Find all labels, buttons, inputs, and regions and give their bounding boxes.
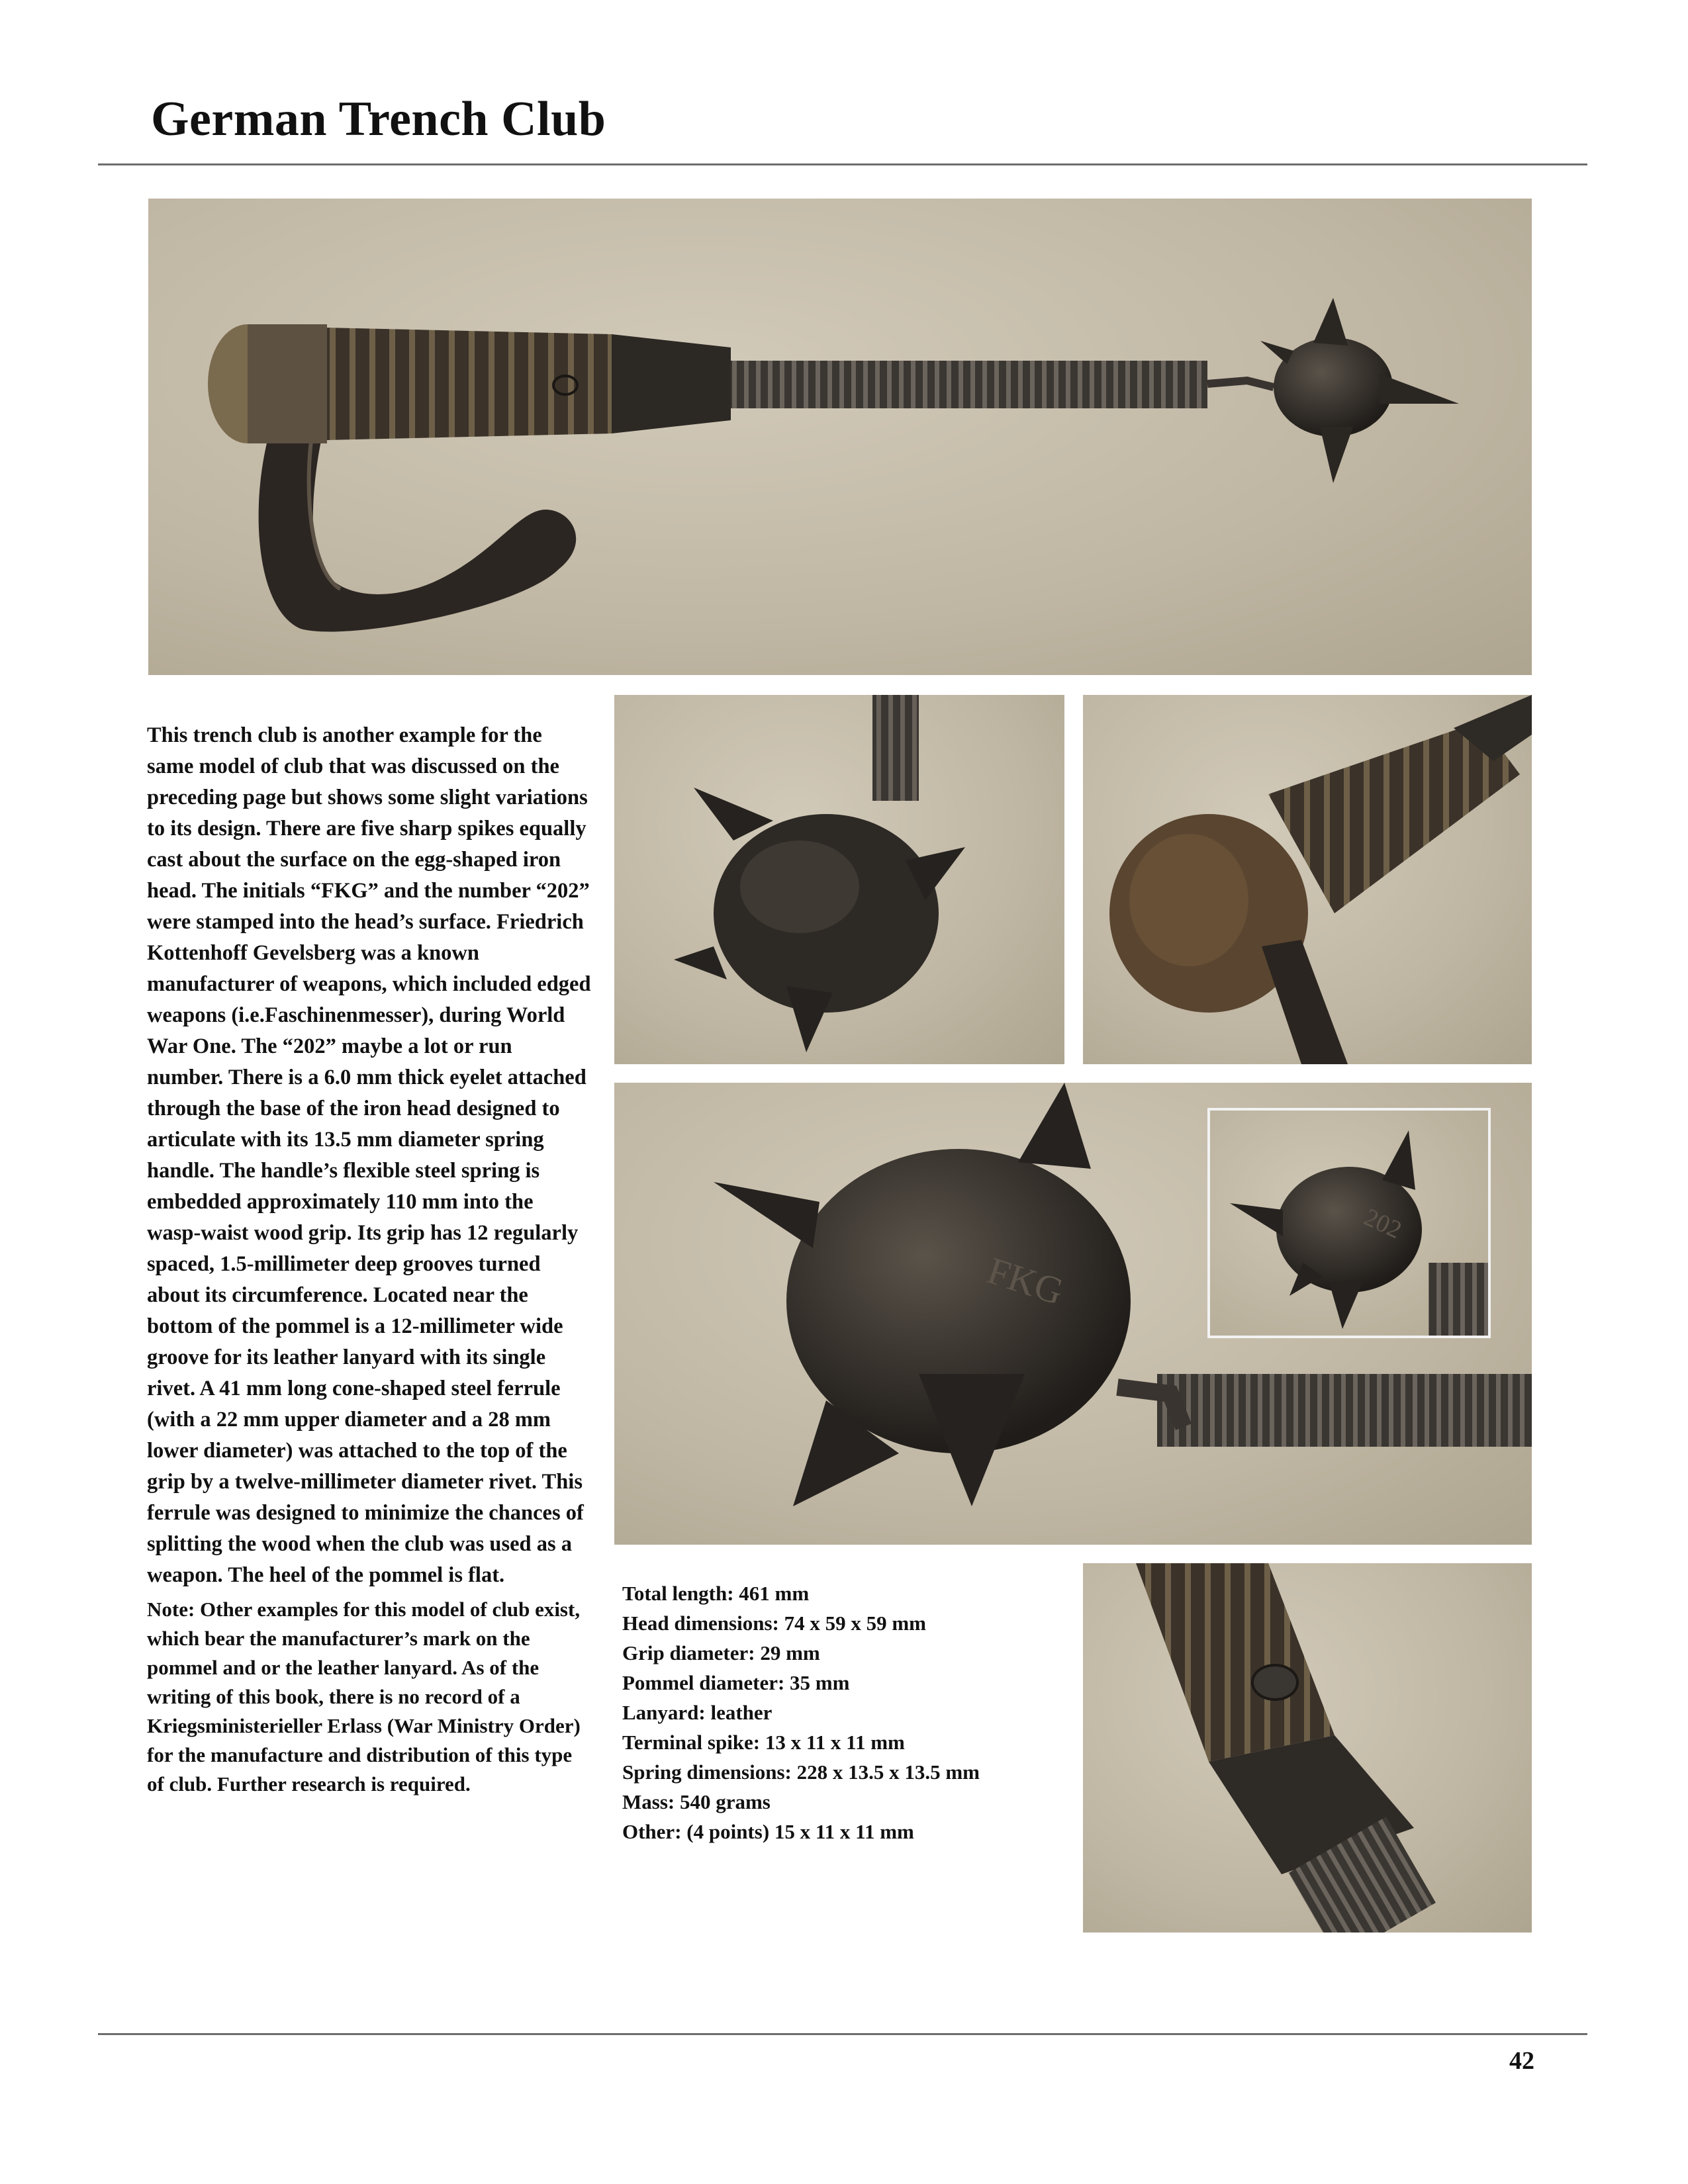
spec-item: Total length: 461 mm (622, 1582, 810, 1605)
spec-item: Terminal spike: 13 x 11 x 11 mm (622, 1731, 905, 1754)
description-paragraph: This trench club is another example for the same model of club that was discussed on the preceding page but shows some slight variations to its design. There are five sharp spikes equally cast about the surface on the egg-shaped iron head. The initials “FKG” and the number “202” were stamped into the head’s surface. Friedrich Kottenhoff Gevelsberg was a known manufacturer of weapons, which included edged weapons (i.e.Faschinenmesser), during World War One. The “202” maybe a lot or run number. There is a 6.0 mm thick eyelet attached through the base of the iron head designed to articulate with its 13.5 mm diameter spring handle. The handle’s flexible steel spring is embedded approximately 110 mm into the wasp-waist wood grip. Its grip has 12 regularly spaced, 1.5-millimeter deep grooves turned about its circumference. Located near the bottom of the pommel is a 12-millimeter wide groove for its leather lanyard with its single rivet. A 41 mm long cone-shaped steel ferrule (with a 22 mm upper diameter and a 28 mm lower diameter) was attached to the top of the grip by a twelve-millimeter diameter rivet. This ferrule was designed to minimize the chances of splitting the wood when the club was used as a weapon. The heel of the pommel is flat. (147, 723, 591, 1587)
spec-item: Pommel diameter: 35 mm (622, 1671, 850, 1694)
inset-202-photo (1207, 1108, 1491, 1338)
spec-item: Mass: 540 grams (622, 1790, 771, 1813)
spec-item: Head dimensions: 74 x 59 x 59 mm (622, 1612, 926, 1635)
description-text (147, 720, 592, 1799)
spec-item: Lanyard: leather (622, 1701, 773, 1724)
photo-pommel-closeup (1083, 695, 1532, 1064)
spec-item: Other: (4 points) 15 x 11 x 11 mm (622, 1820, 914, 1843)
page-title: German Trench Club (151, 92, 606, 146)
specifications-list (622, 1578, 1072, 1846)
header-rule (98, 163, 1587, 165)
photo-head-closeup (614, 695, 1064, 1064)
photo-fkg-stamp (614, 1083, 1532, 1545)
page-number: 42 (1509, 2047, 1534, 2075)
202-stamp-text: 202 (1360, 1203, 1406, 1245)
description-note: Note: Other examples for this model of club exist, which bear the manufacturer’s mark on the pommel and or the leather lanyard. As of the writing of this book, there is no record of a Kriegsministerieller Erlass (War Ministry Order) for the manufacture and distribution of this type of club. Further research is required. (147, 1598, 581, 1796)
spec-item: Spring dimensions: 228 x 13.5 x 13.5 mm (622, 1760, 980, 1784)
fkg-stamp-text: FKG (982, 1248, 1069, 1314)
photo-ferrule-closeup (1083, 1563, 1532, 1933)
spec-item: Grip diameter: 29 mm (622, 1641, 820, 1664)
photo-full-club (148, 199, 1532, 675)
footer-rule (98, 2033, 1587, 2035)
